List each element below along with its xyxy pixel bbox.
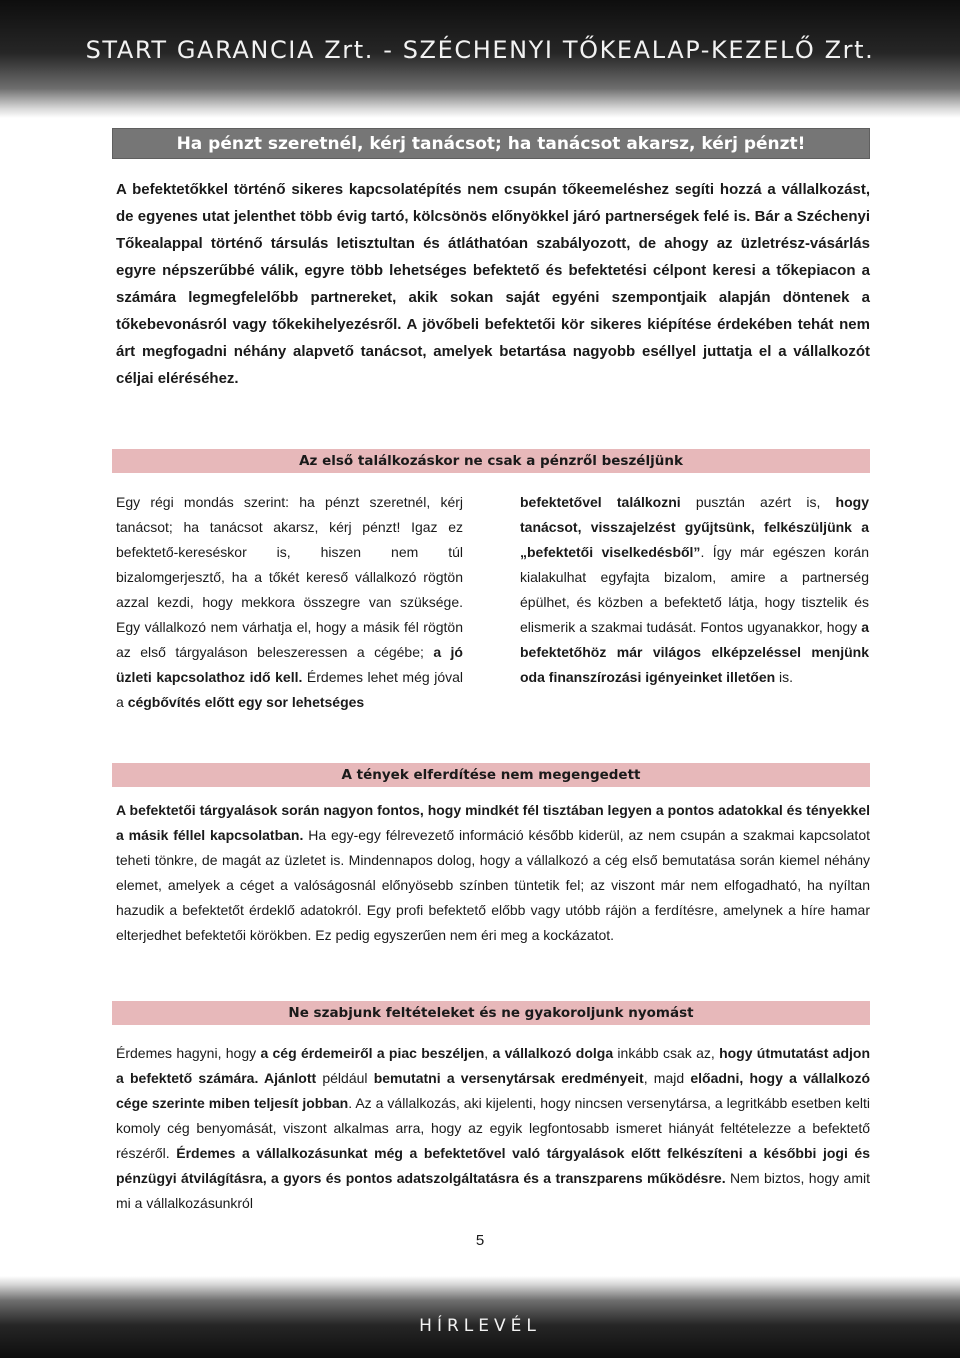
footer-bar [0, 1276, 960, 1358]
text-run: Érdemes hagyni, hogy [116, 1045, 261, 1061]
text-run: bemutatni a versenytársak eredményeit [373, 1070, 644, 1086]
text-run: a vállalkozó dolga [492, 1045, 614, 1061]
header-bar [0, 0, 960, 118]
text-run: hogy tanácsot, visszajelzést gyűjtsünk, felkészüljünk a „befektetői viselkedésből” [520, 494, 869, 560]
text-run: például [316, 1070, 374, 1086]
section-title-first-meeting: Az első találkozáskor ne csak a pénzről beszéljünk [112, 449, 870, 473]
text-run: A befektetői tárgyalások során nagyon fontos, hogy mindkét fél tisztában legyen a pontos adatokkal és tényekkel a másik féllel kapcsolatban. [116, 802, 870, 843]
text-run: a cég érdemeiről a piac beszéljen [260, 1045, 485, 1061]
section1-left-column [116, 490, 463, 715]
page-number: 5 [475, 1232, 485, 1249]
text-run: befektetővel találkozni [520, 494, 681, 510]
text-run: a befektetőhöz már világos elképzeléssel menjünk oda finanszírozási igényeinket illetően [520, 619, 869, 685]
section2-paragraph [116, 798, 870, 948]
text-run: , [484, 1045, 493, 1061]
text-run: A befektetőkkel történő sikeres kapcsolatépítés nem csupán tőkeemeléshez segíti hozzá a vállalkozást, de egyenes utat jelenthet több évig tartó, kölcsönös előnyökkel járó partnerségek felé is. Bár a Széchenyi Tőkealappal történő társulás letisztultan és átláthatóan szabályozott, de ahogy az üzletrész-vásárlás egyre népszerűbbé válik, egyre több lehetséges befektető és befektetési célpont keresi a tőkepiacon a számára legmegfelelőbb partnereket, akik sokan saját egyéni szempontjaik alapján döntenek a tőkebevonásról vagy tőkekihelyezésről. A jövőbeli befektetői kör sikeres kiépítése érdekében tehát nem árt megfogadni néhány alapvető tanácsot, amelyek betartása nagyobb eséllyel juttatja el a vállalkozót céljai eléréséhez. [116, 181, 870, 387]
section-title-no-pressure: Ne szabjunk feltételeket és ne gyakoroljunk nyomást [112, 1001, 870, 1025]
intro-paragraph [116, 176, 870, 392]
header-title: START GARANCIA Zrt. - SZÉCHENYI TŐKEALAP-KEZELŐ Zrt. [85, 36, 875, 64]
text-run: hogy útmutatást adjon a befektető számára. Ajánlott [116, 1045, 870, 1086]
text-run: is. [775, 669, 794, 685]
section3-paragraph [116, 1041, 870, 1216]
text-run: Érdemes lehet még jóval a [116, 669, 464, 710]
text-run: pusztán azért is, [680, 494, 836, 510]
text-run: . Így már egészen korán kialakulhat egyfajta bizalom, amire a partnerség épülhet, és közben a befektető látja, hogy tisztelik és elismerik a szakmai tudását. Fontos ugyanakkor, hogy [520, 544, 869, 635]
text-run: a jó üzleti kapcsolathoz idő kell. [116, 644, 463, 685]
footer-title: HÍRLEVÉL [419, 1316, 541, 1336]
text-run: inkább csak az, [613, 1045, 720, 1061]
section1-right-column [520, 490, 869, 690]
text-run: , majd [643, 1070, 691, 1086]
text-run: . Az a vállalkozás, aki kijelenti, hogy nincsen versenytársa, a legritkább esetben kelti komoly cég benyomását, viszont alkalmas arra, hogy az egyik legfontosabb ismeret hiányát feltételezze a befektető részéről. [116, 1095, 870, 1161]
text-run: Érdemes a vállalkozásunkat még a befektetővel való tárgyalások előtt felkészíteni a későbbi jogi és pénzügyi átvilágításra, a gyors és pontos adatszolgáltatásra és a transzparens működésre. [116, 1145, 871, 1186]
text-run: cégbővítés előtt egy sor lehetséges [127, 694, 365, 710]
headline-banner: Ha pénzt szeretnél, kérj tanácsot; ha tanácsot akarsz, kérj pénzt! [112, 128, 870, 159]
text-run: előadni, hogy a vállalkozó cége szerinte miben teljesít jobban [116, 1070, 870, 1111]
text-run: Egy régi mondás szerint: ha pénzt szeretnél, kérj tanácsot; ha tanácsot akarsz, kérj pénzt! Igaz ez befektető-kereséskor is, hiszen nem túl bizalomgerjesztő, ha a tőkét kereső vállalkozó rögtön azzal kezdi, hogy mekkora összegre van szüksége. Egy vállalkozó nem várhatja el, hogy a másik fél rögtön az első tárgyaláson beleszeressen a cégébe; [116, 494, 463, 660]
text-run: Ha egy-egy félrevezető információ később kiderül, az nem csupán a szakmai kapcsolatot teheti tönkre, de magát az üzletet is. Mindennapos dolog, hogy a vállalkozó a cég első bemutatása során kiemel néhány elemet, amelyek a céget a valóságosnál előnyösebb színben tüntetik fel; az viszont már nem elfogadható, ha nyíltan hazudik a befektetőt érdeklő adatokról. Egy profi befektető előbb vagy utóbb rájön a ferdítésre, amelynek a híre hamar elterjedhet befektetői körökben. Ez pedig egyszerűen nem éri meg a kockázatot. [116, 827, 870, 943]
text-run: Nem biztos, hogy amit mi a vállalkozásunkról [116, 1170, 870, 1211]
section-title-facts: A tények elferdítése nem megengedett [112, 763, 870, 787]
